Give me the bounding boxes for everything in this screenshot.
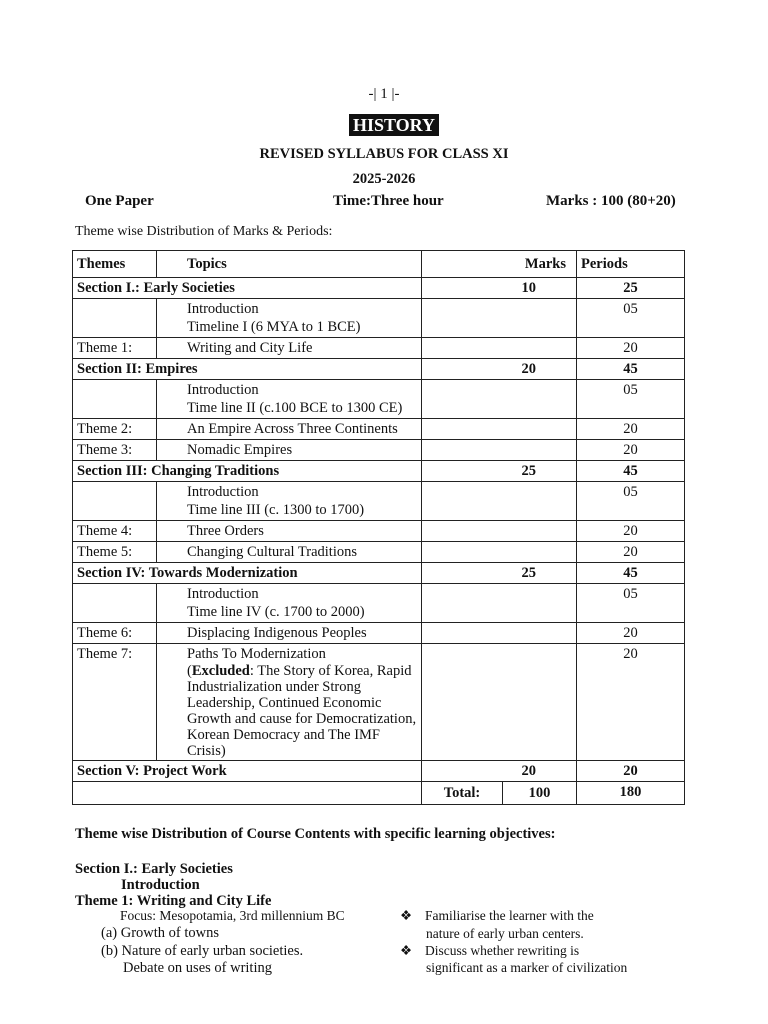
header-topics: Topics <box>157 251 422 278</box>
paper-count: One Paper <box>85 193 154 209</box>
objective-line: significant as a marker of civilization <box>426 960 628 975</box>
table-row <box>73 440 685 461</box>
timeline-topic: Time line III (c. 1300 to 1700) <box>187 502 365 518</box>
theme-periods: 20 <box>577 644 685 761</box>
table-row <box>73 380 685 419</box>
intro-periods: 05 <box>577 380 685 419</box>
table-row <box>73 644 685 761</box>
theme-label: Theme 5: <box>73 542 157 563</box>
header-marks: Marks <box>422 251 577 278</box>
section-title: Section II: Empires <box>73 359 422 380</box>
section-periods: 45 <box>577 359 685 380</box>
exam-time: Time:Three hour <box>333 193 444 209</box>
section-marks: 25 <box>422 461 577 482</box>
theme-periods: 20 <box>577 542 685 563</box>
intro-topic: Introduction <box>187 484 259 500</box>
section-title: Section IV: Towards Modernization <box>73 563 422 584</box>
section-periods: 25 <box>577 278 685 299</box>
diamond-bullet-icon: ❖ <box>400 943 413 958</box>
theme-label: Theme 3: <box>73 440 157 461</box>
section-marks: 20 <box>422 761 577 782</box>
intro-periods: 05 <box>577 584 685 623</box>
section-title: Section V: Project Work <box>73 761 422 782</box>
excluded-text: : The Story of Korea, Rapid Industrialization under Strong Leadership, Continued Economic Growth and cause for Democratization, Korean Democracy and The IMF Crisis) <box>187 663 417 759</box>
theme-label: Theme 6: <box>73 623 157 644</box>
section-row <box>73 563 685 584</box>
table-row <box>73 338 685 359</box>
table-row <box>73 521 685 542</box>
theme-topic: Three Orders <box>157 521 422 542</box>
theme-periods: 20 <box>577 623 685 644</box>
section-marks: 25 <box>422 563 577 584</box>
section-marks: 20 <box>422 359 577 380</box>
total-periods-value: 180 <box>577 782 685 805</box>
subject-title: HISTORY <box>349 114 439 136</box>
excluded-note: (Excluded: The Story of Korea, Rapid Industrialization under Strong Leadership, Continued Economic Growth and cause for Democratization, Korean Democracy and The IMF Crisis) <box>187 663 417 759</box>
table-row <box>73 623 685 644</box>
section-row <box>73 761 685 782</box>
content-point: Debate on uses of writing <box>123 960 272 976</box>
contents-section: Section I.: Early Societies <box>75 861 233 877</box>
section-row <box>73 461 685 482</box>
theme-label: Theme 1: <box>73 338 157 359</box>
contents-title: Theme wise Distribution of Course Contents with specific learning objectives: <box>75 826 556 842</box>
section-title: Section I.: Early Societies <box>73 278 422 299</box>
table-row <box>73 299 685 338</box>
timeline-topic: Time line IV (c. 1700 to 2000) <box>187 604 365 620</box>
total-marks: Marks : 100 (80+20) <box>546 193 676 209</box>
objective-line: nature of early urban centers. <box>426 926 584 941</box>
theme-label: Theme 2: <box>73 419 157 440</box>
intro-topic: Introduction <box>187 301 259 317</box>
intro-periods: 05 <box>577 482 685 521</box>
theme-periods: 20 <box>577 440 685 461</box>
intro-topic: Introduction <box>187 586 259 602</box>
section-periods: 45 <box>577 461 685 482</box>
total-label: Total: <box>422 782 503 804</box>
theme-focus: Focus: Mesopotamia, 3rd millennium BC <box>120 908 345 923</box>
content-point: (b) Nature of early urban societies. <box>101 943 304 959</box>
section-marks: 10 <box>422 278 577 299</box>
section-periods: 45 <box>577 563 685 584</box>
theme-topic: Writing and City Life <box>157 338 422 359</box>
section-title: Section III: Changing Traditions <box>73 461 422 482</box>
distribution-intro: Theme wise Distribution of Marks & Periods: <box>75 224 333 239</box>
page-number: -| 1 |- <box>368 86 400 102</box>
table-row <box>73 584 685 623</box>
table-row <box>73 482 685 521</box>
contents-introduction: Introduction <box>121 877 200 893</box>
timeline-topic: Timeline I (6 MYA to 1 BCE) <box>187 319 361 335</box>
intro-topic: Introduction <box>187 382 259 398</box>
objective-line: Discuss whether rewriting is <box>425 943 580 958</box>
theme-topic: Paths To Modernization <box>187 646 326 662</box>
timeline-topic: Time line II (c.100 BCE to 1300 CE) <box>187 400 403 416</box>
theme-periods: 20 <box>577 419 685 440</box>
theme-topic: An Empire Across Three Continents <box>157 419 422 440</box>
total-marks-value: 100 <box>528 785 551 801</box>
academic-year: 2025-2026 <box>352 171 416 187</box>
table-row <box>73 419 685 440</box>
total-row <box>73 782 685 805</box>
excluded-label: Excluded <box>191 663 250 679</box>
section-row <box>73 359 685 380</box>
header-periods: Periods <box>577 251 685 278</box>
contents-theme: Theme 1: Writing and City Life <box>75 893 272 909</box>
marks-distribution-table <box>72 250 685 805</box>
theme-label: Theme 4: <box>73 521 157 542</box>
theme-periods: 20 <box>577 338 685 359</box>
theme-periods: 20 <box>577 521 685 542</box>
intro-periods: 05 <box>577 299 685 338</box>
section-periods: 20 <box>577 761 685 782</box>
theme-topic: Displacing Indigenous Peoples <box>157 623 422 644</box>
table-row <box>73 542 685 563</box>
section-row <box>73 278 685 299</box>
syllabus-title: REVISED SYLLABUS FOR CLASS XI <box>259 146 509 162</box>
diamond-bullet-icon: ❖ <box>400 908 413 923</box>
header-themes: Themes <box>73 251 157 278</box>
theme-topic: Nomadic Empires <box>157 440 422 461</box>
theme-topic: Changing Cultural Traditions <box>157 542 422 563</box>
content-point: (a) Growth of towns <box>101 925 219 941</box>
theme-label: Theme 7: <box>73 644 157 761</box>
objective-line: Familiarise the learner with the <box>425 908 594 923</box>
